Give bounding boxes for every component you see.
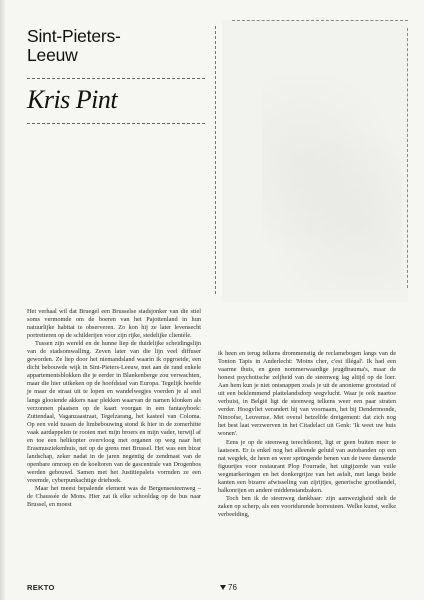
paragraph: Maar het meest bepalende element was de Bergensesteenweg – de Chaussée de Mons. Hier zat ik elke schooldag op de bus naar Brussel, en moest bbox=[27, 485, 201, 509]
column-divider bbox=[215, 26, 216, 294]
author-divider bbox=[27, 123, 205, 124]
article-title bbox=[27, 27, 207, 65]
magazine-name: REKTO bbox=[27, 583, 55, 592]
paragraph: ik heen en terug telkens drommenstig de reclamebogen langs van de Tonton Tapis in Anderlecht: 'Moins cher, c'est illégal'. Ik had een vaarme thuis, en geen nommerwaardige jeugdtrauma's, maar de honest psychotische zeljheid van de steenweg lag altijd op de loer. Aan hem kun je niet ontsnappen zoals je uit de anonieme grootstad of uit een beklemmend plattelandsdorp wegvlucht. Waar je ook naartoe verhuist, in België ligt de steenweg telkens weer een paar straten verder. Hoogvliet verandert hij van voornaam, het bij Dendermonde, Ninoofse, Leuvense. Met overal betzelfde dreigement: dat zich nog het best laat verzwerven in het Citadelact uit Genk: 'Ik weet uw huis wonen'. bbox=[218, 350, 396, 438]
photo-right-border bbox=[407, 28, 408, 288]
page-edge-shadow bbox=[0, 0, 6, 600]
paragraph: Toch ben ik de steenweg dankbaar: zijn aanwezigheid stelt de zaken op scherp, als een voortdurende horreuteen. Welke kunst, welke verbeelding, bbox=[218, 494, 396, 518]
paragraph: Het verhaal wil dat Bruegel een Brusselse stadsjonker van die stiel soms vermomde om de boeren van het Pajottenland in hun natuurlijke habitat te observeren. Zo kon hij ze later levensecht portretteren op de schilderijen voor zijn rijke, stedelijke clientèle. bbox=[27, 308, 201, 340]
faded-photo bbox=[222, 20, 408, 302]
title-line-2: Leeuw bbox=[27, 45, 78, 65]
paragraph: Eens je op de steenweg terechtkomt, ligt er geen buiten meer te laatsoen. Er is enkel nog het alleende geluid van autobanden op een nat wegdek, de heen en weer sprüngende benen van de twee dansende figuurtjes voor restaurant Plop Fourrade, het uitgijzerde van vuile wegmarkeringen en het donkergrijze van het asfalt, met langs beide kanten een bizarre afwisseling van zijrijtjes, generische groothandel, balkonrijen en andere middenstandzaken. bbox=[218, 438, 396, 494]
photo-faded-area bbox=[262, 75, 402, 290]
title-divider bbox=[27, 78, 205, 79]
body-column-1 bbox=[27, 308, 201, 509]
title-line-1: Sint-Pieters- bbox=[27, 26, 121, 46]
page-number: 76 bbox=[228, 583, 237, 592]
author-name: Kris Pint bbox=[27, 85, 118, 114]
triangle-marker-icon bbox=[220, 585, 226, 590]
paragraph: Tussen zijn wereld en de hunne liep de duidelijke scheidingslijn van de stadsomwalling. Zeven later van die lijn veel diffuser geworden. Ze liep door het niemandsland waarin ik opgroeide, een dicht bebouwde wijk in Sint-Pieters-Leeuw, met aan de rand enkele appartementsblokken die je eerder in Blankenberge zou verwachten, maar die hier uitkeken op de hoofdstad van Europa. Tegelijk hoefde je maar de straat uit te lopen en wandelwegjes voerden je al snel langs glooiende akkers naar plekken waarvan de namen klonken als verzonnen plaatsen op de kaart voorgan in een fantasyboek: Zuttendaal, Vaganzaastraat, Tegelzarang, het kasteel van Coloma. Op een veld tussen de limbebouwing stond ik hier in de zomerhitte vaak aardappelen te rooien met mijn broers en mijn vader, terwijl af en toe een helikopter overvloog met organen op weg naar het Erasmusziekenhuis, net op de grens met Brussel. Het was een bizar landschap, zeker nadat in de jaren negentig de zendmast van de openbare omroep en de koeltoren van de gascentrale van Drogenbos werden gebouwd. Samen met het Justitiepaleis vormden ze een vreemde, cyberpunkachtige driehoek. bbox=[27, 340, 201, 484]
photo-top-border bbox=[232, 20, 408, 21]
body-column-2 bbox=[218, 350, 396, 519]
